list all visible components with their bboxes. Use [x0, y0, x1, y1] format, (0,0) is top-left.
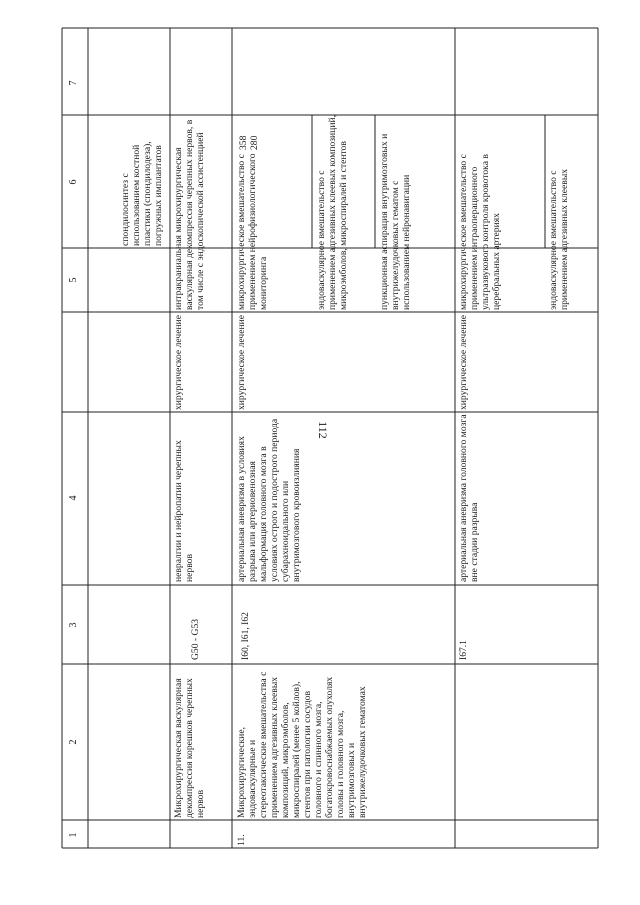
row4-col4-text: артериальная аневризма головного мозга вне стадии разрыва: [458, 414, 480, 582]
header-col-3: 3: [68, 622, 79, 628]
row3-col6b-text: эндоваскулярное вмешательство с применением адгезивных клеевых композиций, микроэмболов, микроспиралей и стентов: [316, 115, 349, 310]
header-col-1: 1: [68, 832, 79, 838]
row3-col5-text: хирургическое лечение: [236, 314, 247, 410]
header-col-6: 6: [68, 179, 79, 185]
row3-col6a-text: микрохирургическое вмешательство с применением нейрофизиологического мониторинга: [236, 153, 269, 310]
row4-col5-text: хирургическое лечение: [458, 314, 469, 410]
row4-col3-text: I67.1: [458, 640, 469, 660]
row2-col4-text: невралгии и нейропатии черепных нервов: [173, 440, 195, 582]
row3-col2-text: Микрохирургические, эндоваскулярные и стереотаксические вмешательства с применением адгезивных клеевых композиций, микроэмболов, микроспиралей (менее 5 койлов), стентов при патологии сосудов головного и спинного мозга, богатокровоснабжаемых опухолях головы и головного мозга, внутримозговых и внутрижелудочковых гематомах: [236, 671, 368, 818]
row4-col6b-text: эндоваскулярное вмешательство с применением адгезивных клеевых: [548, 168, 570, 310]
row3-col6c-text: пункционная аспирация внутримозговых и внутрижелудочковых гематом с использованием нейронавигации: [379, 133, 412, 310]
row2-col5-text: хирургическое лечение: [173, 314, 184, 410]
row3-col3-text: I60, I61, I62: [240, 612, 251, 660]
header-col-5: 5: [68, 277, 79, 283]
row2-col6-text: интракраниальная микрохирургическая васкулярная декомпрессия черепных нервов, в том числе с эндоскопической ассистенцией: [173, 119, 206, 310]
page-number: 112: [316, 421, 330, 439]
row2-col3-text: G50 - G53: [190, 618, 201, 660]
row3-col4-text: артериальная аневризма в условиях разрыва или артериовенозная мальформация головного мозга в условиях острого и подострого периода субарахноидального или внутримозгового кровоизлияния: [236, 418, 302, 582]
row1-col6-text: спондилосинтез с использованием костной пластики (спондилодеза), погружных имплантатов: [120, 141, 164, 246]
row3-number: 11.: [236, 834, 247, 846]
row2-col2-text: Микрохирургическая васкулярная декомпрессия корешков черепных нервов: [173, 678, 206, 818]
header-col-2: 2: [68, 739, 79, 745]
row3-col7-text: 358 280: [238, 135, 260, 150]
header-col-4: 4: [68, 495, 79, 501]
header-col-7: 7: [68, 80, 79, 86]
row4-col6a-text: микрохирургическое вмешательство с применением интраоперационного ультразвукового контроля кровотока в церебральных артериях: [458, 154, 502, 310]
